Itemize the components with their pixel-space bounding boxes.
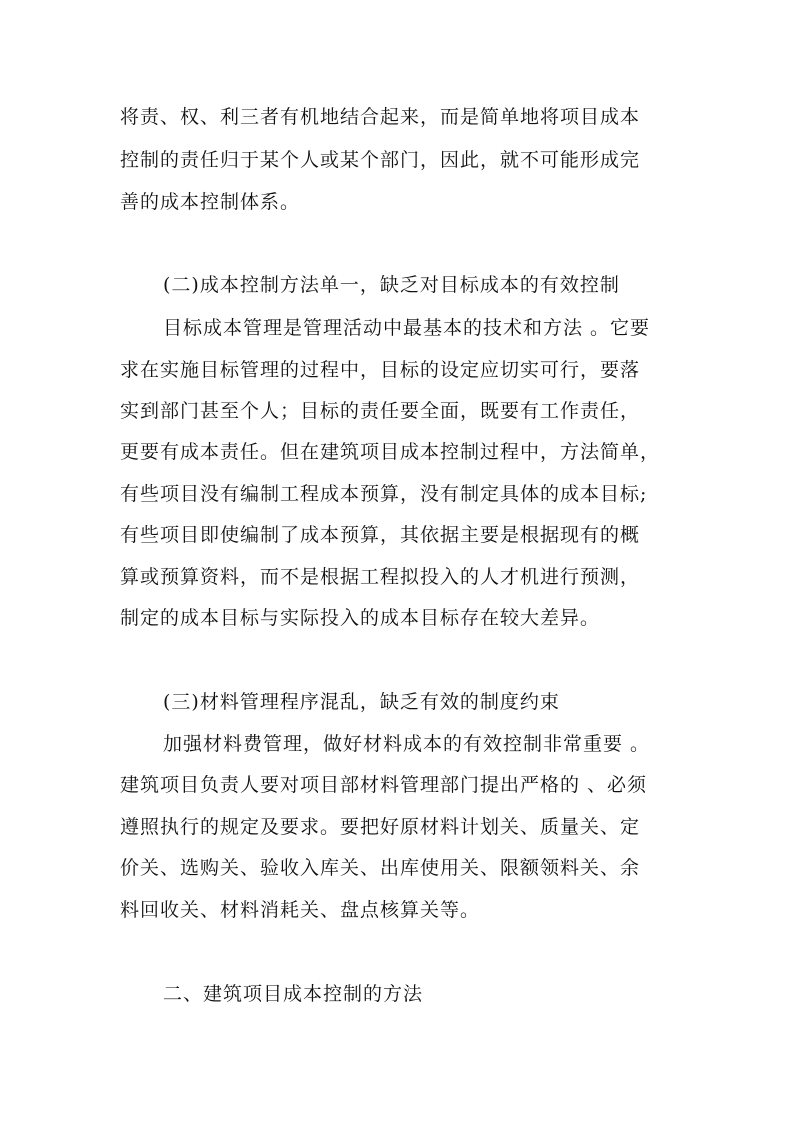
section-2-line-5: 有些项目没有编制工程成本预算，没有制定具体的成本目标; (120, 483, 648, 505)
paragraph-1-line-3: 善的成本控制体系。 (120, 191, 301, 213)
section-3-line-2: 建筑项目负责人要对项目部材料管理部门提出严格的 、必须 (120, 774, 648, 796)
section-2-line-8: 制定的成本目标与实际投入的成本目标存在较大差异。 (120, 607, 601, 629)
section-3-line-3: 遵照执行的规定及要求。要把好原材料计划关、质量关、定 (120, 816, 641, 838)
section-3-heading: (三)材料管理程序混乱，缺乏有效的制度约束 (163, 691, 560, 713)
section-3-line-4: 价关、选购关、验收入库关、出库使用关、限额领料关、余 (120, 857, 641, 879)
section-2-line-2: 求在实施目标管理的过程中，目标的设定应切实可行，要落 (120, 359, 641, 381)
chapter-2-heading: 二、建筑项目成本控制的方法 (163, 983, 424, 1005)
section-2-line-1: 目标成本管理是管理活动中最基本的技术和方法 。它要 (163, 317, 651, 339)
section-2-line-6: 有些项目即使编制了成本预算，其依据主要是根据现有的概 (120, 524, 641, 546)
section-3-line-1: 加强材料费管理，做好材料成本的有效控制非常重要 。 (163, 733, 651, 755)
paragraph-1-line-2: 控制的责任归于某个人或某个部门，因此，就不可能形成完 (120, 149, 641, 171)
section-2-heading: (二)成本控制方法单一，缺乏对目标成本的有效控制 (163, 274, 620, 296)
section-3-line-5: 料回收关、材料消耗关、盘点核算关等。 (120, 899, 481, 921)
section-2-line-3: 实到部门甚至个人；目标的责任要全面，既要有工作责任， (120, 400, 641, 422)
paragraph-1-line-1: 将责、权、利三者有机地结合起来，而是简单地将项目成本 (120, 106, 641, 128)
section-2-line-4: 更要有成本责任。但在建筑项目成本控制过程中，方法简单， (120, 441, 661, 463)
section-2-line-7: 算或预算资料，而不是根据工程拟投入的人才机进行预测， (120, 566, 641, 588)
